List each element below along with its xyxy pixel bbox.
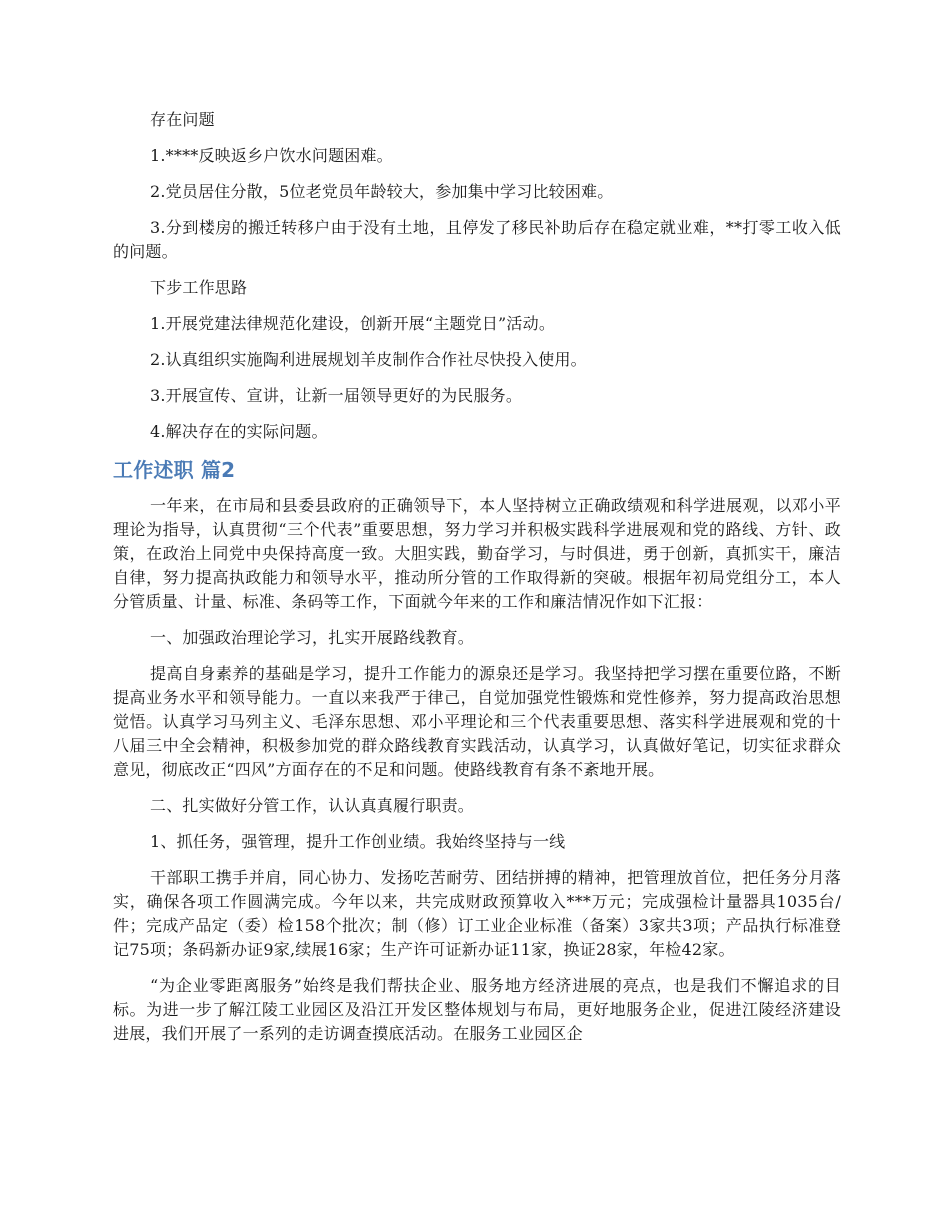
intro-paragraph: 一年来，在市局和县委县政府的正确领导下，本人坚持树立正确政绩观和科学进展观，以邓小平理论为指导，认真贯彻“三个代表”重要思想，努力学习并积极实践科学进展观和党的路线、方针、政策，在政治上同党中央保持高度一致。大胆实践，勤奋学习，与时俱进，勇于创新，真抓实干，廉洁自律，努力提高执政能力和领导水平，推动所分管的工作取得新的突破。根据年初局党组分工，本人分管质量、计量、标准、条码等工作，下面就今年来的工作和廉洁情况作如下汇报：: [113, 496, 841, 611]
body-paragraph: 提高自身素养的基础是学习，提升工作能力的源泉还是学习。我坚持把学习摆在重要位路，不断提高业务水平和领导能力。一直以来我严于律己，自觉加强党性锻炼和党性修养，努力提高政治思想觉悟。认真学习马列主义、毛泽东思想、邓小平理论和三个代表重要思想、落实科学进展观和党的十八届三中全会精神，积极参加党的群众路线教育实践活动，认真学习，认真做好笔记，切实征求群众意见，彻底改正“四风”方面存在的不足和问题。使路线教育有条不紊地开展。: [113, 664, 841, 779]
document-page: [113, 108, 841, 1058]
next-step-item: 4.解决存在的实际问题。: [150, 422, 328, 441]
point-heading: 二、扎实做好分管工作，认认真真履行职责。: [150, 796, 475, 815]
next-step-item: 1.开展党建法律规范化建设，创新开展“主题党日”活动。: [150, 314, 556, 333]
next-step-item: 3.开展宣传、宣讲，让新一届领导更好的为民服务。: [150, 386, 523, 405]
section-title-problems: 存在问题: [150, 110, 215, 129]
body-paragraph: 干部职工携手并肩，同心协力、发扬吃苦耐劳、团结拼搏的精神，把管理放首位，把任务分月落实，确保各项工作圆满完成。今年以来，共完成财政预算收入***万元；完成强检计量器具1035台/件；完成产品定（委）检158个批次；制（修）订工业企业标准（备案）3家共3项；产品执行标准登记75项；条码新办证9家,续展16家；生产许可证新办证11家，换证28家，年检42家。: [113, 868, 841, 959]
problem-item: 1.****反映返乡户饮水问题困难。: [150, 146, 393, 165]
problem-item: 2.党员居住分散，5位老党员年龄较大，参加集中学习比较困难。: [150, 182, 614, 201]
next-step-item: 2.认真组织实施陶利进展规划羊皮制作合作社尽快投入使用。: [150, 350, 587, 369]
body-paragraph: “为企业零距离服务”始终是我们帮扶企业、服务地方经济进展的亮点，也是我们不懈追求的目标。为进一步了解江陵工业园区及沿江开发区整体规划与布局，更好地服务企业，促进江陵经济建设进展，我们开展了一系列的走访调查摸底活动。在服务工业园区企: [113, 976, 841, 1043]
section-heading: 工作述职 篇2: [113, 458, 236, 482]
section-title-next-steps: 下步工作思路: [150, 278, 248, 297]
sub-point: 1、抓任务，强管理，提升工作创业绩。我始终坚持与一线: [150, 832, 566, 851]
problem-item: 3.分到楼房的搬迁转移户由于没有土地，且停发了移民补助后存在稳定就业难，**打零工收入低的问题。: [113, 218, 841, 261]
point-heading: 一、加强政治理论学习，扎实开展路线教育。: [150, 628, 475, 647]
